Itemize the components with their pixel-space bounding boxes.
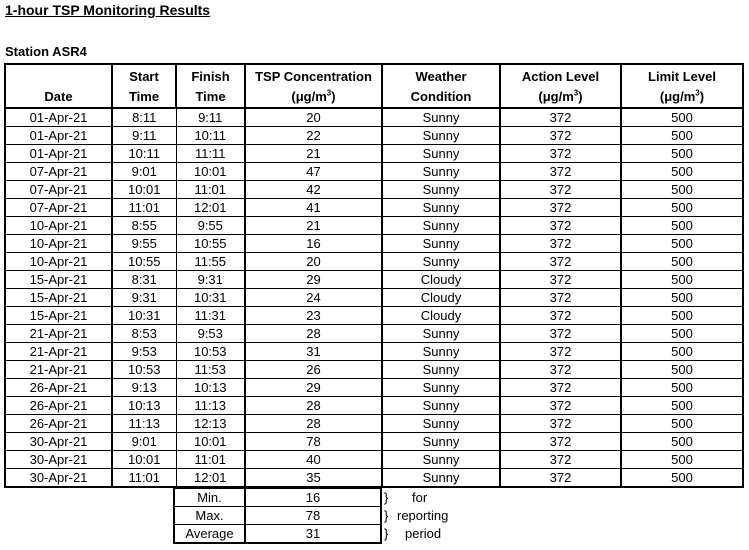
unit-close: ) (699, 89, 705, 104)
table-row (5, 199, 743, 217)
tsp-concentration-cell: 16 (245, 235, 382, 253)
date-cell: 30-Apr-21 (5, 433, 112, 451)
limit-level-cell: 500 (621, 181, 743, 199)
tsp-concentration-cell: 78 (245, 433, 382, 451)
action-level-cell: 372 (500, 361, 621, 379)
date-cell: 21-Apr-21 (5, 361, 112, 379)
table-row (5, 253, 743, 271)
weather-condition-cell: Cloudy (382, 271, 500, 289)
action-level-cell: 372 (500, 469, 621, 488)
table-row (5, 271, 743, 289)
tsp-concentration-cell: 24 (245, 289, 382, 307)
start-time-cell: 11:01 (112, 469, 176, 488)
limit-level-cell: 500 (621, 271, 743, 289)
start-time-cell: 11:13 (112, 415, 176, 433)
limit-level-cell: 500 (621, 307, 743, 325)
table-row (5, 235, 743, 253)
col-header-start-time (112, 64, 176, 108)
weather-condition-cell: Sunny (382, 415, 500, 433)
action-level-cell: 372 (500, 235, 621, 253)
col-header-action-level (500, 64, 621, 108)
finish-time-cell: 11:11 (176, 145, 245, 163)
start-time-cell: 9:01 (112, 163, 176, 181)
finish-time-cell: 11:53 (176, 361, 245, 379)
weather-condition-cell: Sunny (382, 163, 500, 181)
finish-time-cell: 9:11 (176, 108, 245, 127)
brace-mark: } (384, 508, 389, 523)
action-level-cell: 372 (500, 379, 621, 397)
tsp-concentration-cell: 21 (245, 145, 382, 163)
table-row (5, 343, 743, 361)
table-row (5, 397, 743, 415)
stats-row-max (174, 507, 381, 525)
table-row (5, 181, 743, 199)
tsp-concentration-cell: 47 (245, 163, 382, 181)
finish-time-cell: 10:01 (176, 163, 245, 181)
weather-condition-cell: Sunny (382, 361, 500, 379)
limit-level-cell: 500 (621, 127, 743, 145)
limit-level-cell: 500 (621, 379, 743, 397)
unit-close: ) (578, 89, 583, 104)
weather-condition-cell: Sunny (382, 469, 500, 488)
unit-close: ) (331, 89, 336, 104)
stats-row-average (174, 525, 381, 544)
col-header-action-line2 (501, 87, 620, 107)
col-header-finish-time (176, 64, 245, 108)
date-cell: 30-Apr-21 (5, 469, 112, 488)
limit-level-cell: 500 (621, 451, 743, 469)
tsp-concentration-cell: 28 (245, 325, 382, 343)
finish-time-cell: 9:55 (176, 217, 245, 235)
col-header-tsp-line1: TSP Concentration (255, 69, 372, 84)
limit-level-cell: 500 (621, 145, 743, 163)
limit-level-cell: 500 (621, 235, 743, 253)
col-header-date-line1 (6, 67, 111, 87)
start-time-cell: 8:31 (112, 271, 176, 289)
start-time-cell: 9:55 (112, 235, 176, 253)
col-header-tsp-concentration (245, 64, 382, 108)
period-note-line2: reporting (397, 508, 449, 523)
limit-level-cell: 500 (621, 469, 743, 488)
tsp-concentration-cell: 31 (245, 343, 382, 361)
start-time-cell: 10:13 (112, 397, 176, 415)
date-cell: 07-Apr-21 (5, 199, 112, 217)
action-level-cell: 372 (500, 127, 621, 145)
date-cell: 21-Apr-21 (5, 325, 112, 343)
date-cell: 10-Apr-21 (5, 253, 112, 271)
start-time-cell: 8:55 (112, 217, 176, 235)
tsp-concentration-cell: 21 (245, 217, 382, 235)
table-row (5, 163, 743, 181)
col-header-weather-line2: Condition (410, 89, 472, 104)
weather-condition-cell: Sunny (382, 379, 500, 397)
date-cell: 01-Apr-21 (5, 145, 112, 163)
unit-text: (μg/m (291, 89, 327, 104)
col-header-weather-line1: Weather (415, 69, 467, 84)
start-time-cell: 9:13 (112, 379, 176, 397)
col-header-limit-line2 (622, 87, 742, 107)
brace-mark: } (384, 490, 389, 505)
table-row (5, 433, 743, 451)
finish-time-cell: 12:13 (176, 415, 245, 433)
start-time-cell: 10:01 (112, 181, 176, 199)
tsp-concentration-cell: 42 (245, 181, 382, 199)
finish-time-cell: 11:01 (176, 451, 245, 469)
table-row (5, 451, 743, 469)
stats-value: 31 (245, 525, 381, 544)
tsp-concentration-cell: 20 (245, 108, 382, 127)
tsp-concentration-cell: 28 (245, 415, 382, 433)
action-level-cell: 372 (500, 199, 621, 217)
limit-level-cell: 500 (621, 163, 743, 181)
col-header-start-line1: Start (129, 69, 159, 84)
station-label: Station ASR4 (5, 44, 87, 59)
weather-condition-cell: Sunny (382, 253, 500, 271)
stats-value: 78 (245, 507, 381, 525)
weather-condition-cell: Cloudy (382, 307, 500, 325)
action-level-cell: 372 (500, 343, 621, 361)
limit-level-cell: 500 (621, 343, 743, 361)
action-level-cell: 372 (500, 271, 621, 289)
col-header-limit-level (621, 64, 743, 108)
table-row (5, 469, 743, 488)
table-body (5, 108, 743, 487)
weather-condition-cell: Sunny (382, 145, 500, 163)
table-row (5, 415, 743, 433)
brace-mark: } (384, 526, 389, 541)
table-row (5, 289, 743, 307)
col-header-date (5, 64, 112, 108)
table-row (5, 145, 743, 163)
action-level-cell: 372 (500, 163, 621, 181)
tsp-concentration-cell: 20 (245, 253, 382, 271)
weather-condition-cell: Sunny (382, 108, 500, 127)
action-level-cell: 372 (500, 433, 621, 451)
weather-condition-cell: Sunny (382, 199, 500, 217)
finish-time-cell: 12:01 (176, 469, 245, 488)
date-cell: 15-Apr-21 (5, 307, 112, 325)
finish-time-cell: 11:13 (176, 397, 245, 415)
date-cell: 01-Apr-21 (5, 108, 112, 127)
tsp-concentration-cell: 29 (245, 271, 382, 289)
col-header-date-line2: Date (44, 89, 73, 104)
finish-time-cell: 9:31 (176, 271, 245, 289)
start-time-cell: 10:11 (112, 145, 176, 163)
stats-label: Max. (174, 507, 245, 525)
date-cell: 15-Apr-21 (5, 271, 112, 289)
start-time-cell: 9:01 (112, 433, 176, 451)
col-header-action-line1: Action Level (521, 69, 600, 84)
unit-text: (μg/m (659, 89, 696, 104)
tsp-concentration-cell: 41 (245, 199, 382, 217)
limit-level-cell: 500 (621, 361, 743, 379)
limit-level-cell: 500 (621, 217, 743, 235)
stats-row-min (174, 489, 381, 507)
date-cell: 26-Apr-21 (5, 397, 112, 415)
limit-level-cell: 500 (621, 325, 743, 343)
start-time-cell: 9:31 (112, 289, 176, 307)
table-row (5, 108, 743, 127)
tsp-results-table (4, 63, 744, 488)
period-note-line1: for (412, 490, 428, 505)
header-row (5, 64, 743, 108)
start-time-cell: 8:11 (112, 108, 176, 127)
action-level-cell: 372 (500, 451, 621, 469)
finish-time-cell: 10:13 (176, 379, 245, 397)
start-time-cell: 8:53 (112, 325, 176, 343)
finish-time-cell: 10:53 (176, 343, 245, 361)
tsp-concentration-cell: 28 (245, 397, 382, 415)
limit-level-cell: 500 (621, 415, 743, 433)
start-time-cell: 10:53 (112, 361, 176, 379)
action-level-cell: 372 (500, 289, 621, 307)
unit-exponent: 3 (573, 88, 579, 98)
action-level-cell: 372 (500, 397, 621, 415)
finish-time-cell: 10:31 (176, 289, 245, 307)
tsp-concentration-cell: 22 (245, 127, 382, 145)
table-row (5, 217, 743, 235)
finish-time-cell: 11:31 (176, 307, 245, 325)
action-level-cell: 372 (500, 145, 621, 163)
period-note-line3: period (405, 526, 442, 541)
limit-level-cell: 500 (621, 108, 743, 127)
table-row (5, 325, 743, 343)
table-row (5, 379, 743, 397)
tsp-concentration-cell: 40 (245, 451, 382, 469)
action-level-cell: 372 (500, 217, 621, 235)
date-cell: 21-Apr-21 (5, 343, 112, 361)
stats-value: 16 (245, 489, 381, 507)
finish-time-cell: 11:01 (176, 181, 245, 199)
finish-time-cell: 10:55 (176, 235, 245, 253)
col-header-finish-line1: Finish (191, 69, 230, 84)
start-time-cell: 10:55 (112, 253, 176, 271)
col-header-tsp-line2 (246, 87, 381, 107)
action-level-cell: 372 (500, 307, 621, 325)
start-time-cell: 11:01 (112, 199, 176, 217)
tsp-concentration-cell: 26 (245, 361, 382, 379)
date-cell: 10-Apr-21 (5, 217, 112, 235)
limit-level-cell: 500 (621, 253, 743, 271)
start-time-cell: 10:01 (112, 451, 176, 469)
date-cell: 01-Apr-21 (5, 127, 112, 145)
finish-time-cell: 11:55 (176, 253, 245, 271)
stats-label: Min. (174, 489, 245, 507)
weather-condition-cell: Cloudy (382, 289, 500, 307)
finish-time-cell: 10:11 (176, 127, 245, 145)
action-level-cell: 372 (500, 181, 621, 199)
action-level-cell: 372 (500, 415, 621, 433)
date-cell: 07-Apr-21 (5, 181, 112, 199)
date-cell: 26-Apr-21 (5, 379, 112, 397)
date-cell: 30-Apr-21 (5, 451, 112, 469)
finish-time-cell: 10:01 (176, 433, 245, 451)
col-header-weather-condition (382, 64, 500, 108)
date-cell: 26-Apr-21 (5, 415, 112, 433)
action-level-cell: 372 (500, 108, 621, 127)
action-level-cell: 372 (500, 325, 621, 343)
weather-condition-cell: Sunny (382, 127, 500, 145)
start-time-cell: 9:11 (112, 127, 176, 145)
summary-stats-table (173, 488, 382, 544)
limit-level-cell: 500 (621, 199, 743, 217)
tsp-concentration-cell: 35 (245, 469, 382, 488)
weather-condition-cell: Sunny (382, 181, 500, 199)
table-row (5, 127, 743, 145)
date-cell: 10-Apr-21 (5, 235, 112, 253)
col-header-start-line2: Time (128, 89, 160, 104)
col-header-finish-line2: Time (195, 89, 226, 104)
table-row (5, 361, 743, 379)
finish-time-cell: 9:53 (176, 325, 245, 343)
date-cell: 07-Apr-21 (5, 163, 112, 181)
col-header-limit-line1: Limit Level (648, 69, 716, 84)
weather-condition-cell: Sunny (382, 451, 500, 469)
unit-exponent: 3 (695, 88, 700, 98)
unit-text: (μg/m (538, 89, 574, 104)
weather-condition-cell: Sunny (382, 217, 500, 235)
table-row (5, 307, 743, 325)
page-title: 1-hour TSP Monitoring Results (5, 2, 211, 18)
limit-level-cell: 500 (621, 289, 743, 307)
tsp-concentration-cell: 23 (245, 307, 382, 325)
limit-level-cell: 500 (621, 433, 743, 451)
start-time-cell: 9:53 (112, 343, 176, 361)
limit-level-cell: 500 (621, 397, 743, 415)
weather-condition-cell: Sunny (382, 343, 500, 361)
date-cell: 15-Apr-21 (5, 289, 112, 307)
weather-condition-cell: Sunny (382, 397, 500, 415)
tsp-concentration-cell: 29 (245, 379, 382, 397)
unit-exponent: 3 (326, 88, 332, 98)
stats-label: Average (174, 525, 245, 544)
finish-time-cell: 12:01 (176, 199, 245, 217)
action-level-cell: 372 (500, 253, 621, 271)
weather-condition-cell: Sunny (382, 433, 500, 451)
weather-condition-cell: Sunny (382, 235, 500, 253)
start-time-cell: 10:31 (112, 307, 176, 325)
weather-condition-cell: Sunny (382, 325, 500, 343)
